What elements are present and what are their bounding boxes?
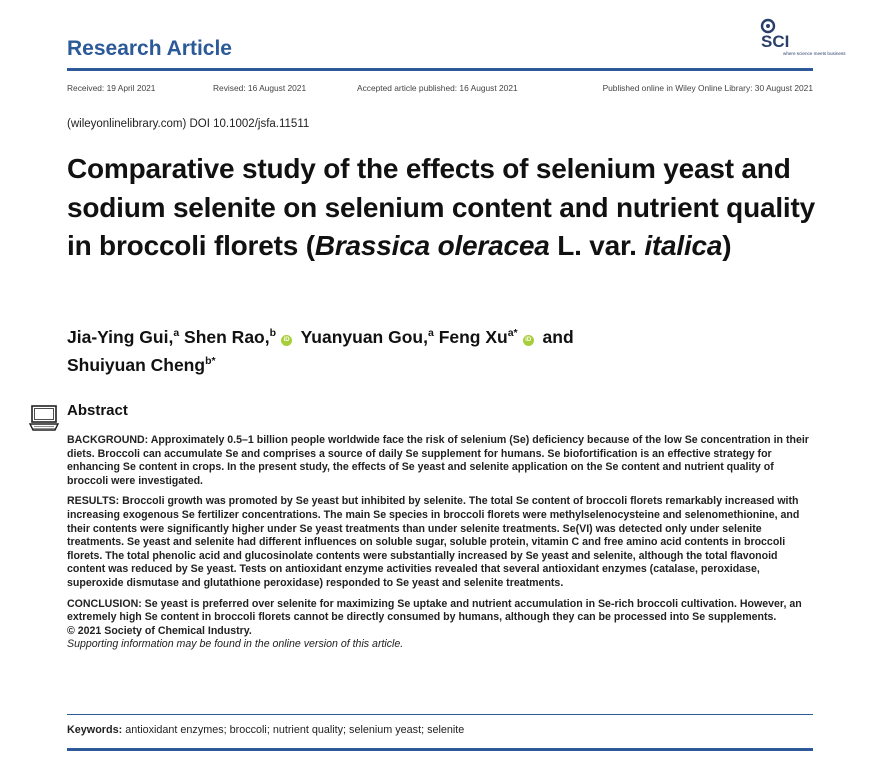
supporting-info-note: Supporting information may be found in the online version of this article. [67,638,404,651]
author-affiliation: a* [507,327,518,340]
received-date: Received: 19 April 2021 [67,83,156,93]
orcid-icon[interactable]: iD [281,335,292,346]
article-type: Research Article [67,37,232,60]
author-name[interactable]: Feng Xu [438,327,508,347]
keywords-label: Keywords: [67,724,123,736]
author-name[interactable]: Jia-Ying Gui, [67,327,174,347]
author-affiliation: a [427,327,434,340]
abstract-background: BACKGROUND: Approximately 0.5–1 billion people worldwide face the risk of selenium (Se) deficiency because of the low Se concentration in their diets. Broccoli can accumulate Se and comprises a source of daily Se supplement for humans. Se biofortification is an effective strategy for enhancing Se content in crops. In the present study, the effects of Se yeast and selenite application on the Se content and nutrient quality of broccoli were investigated. [67,434,809,487]
author-name[interactable]: Shen Rao, [184,327,270,347]
keywords-bottom-rule [67,748,813,751]
author-list [67,323,807,379]
orcid-icon[interactable]: iD [523,335,534,346]
keywords-text: antioxidant enzymes; broccoli; nutrient quality; selenium yeast; selenite [125,724,465,736]
published-date: Published online in Wiley Online Library: 30 August 2021 [602,83,813,93]
article-title: Comparative study of the effects of selenium yeast and sodium selenite on selenium content and nutrient quality in broccoli florets (Brassica oleracea L. var. italica) [67,153,815,261]
doi-line[interactable]: (wileyonlinelibrary.com) DOI 10.1002/jsfa.11511 [67,118,310,130]
copyright-line: © 2021 Society of Chemical Industry. [67,624,252,637]
author-affiliation: b* [205,355,216,368]
abstract-heading: Abstract [67,402,128,419]
accepted-date: Accepted article published: 16 August 2021 [357,83,518,93]
revised-date: Revised: 16 August 2021 [213,83,307,93]
logo-text: SCI [761,32,790,51]
abstract-results: RESULTS: Broccoli growth was promoted by Se yeast but inhibited by selenite. The total Se content of broccoli florets remarkably increased with increasing exogenous Se fertilizer concentrations. The main Se species in broccoli florets were methylselenocysteine and selenomethionine, and their contents were significantly higher under Se yeast treatments than under selenite treatments. Se(VI) was detected only under selenite treatments. Se yeast and selenite had different influences on soluble sugar, soluble protein, vitamin C and free amino acid contents in broccoli florets. The total phenolic acid and glucosinolate contents were substantially increased by Se yeast and selenite, although the total flavonoid content was reduced by Se yeast. Tests on antioxidant enzyme activities revealed that several antioxidant enzymes (catalase, peroxidase, superoxide dismutase and glutathione peroxidase) responded to Se yeast and selenite treatments. [67,495,800,589]
keywords-line [67,724,464,736]
logo-tagline: where science meets business [783,51,846,56]
author-name[interactable]: Yuanyuan Gou, [300,327,428,347]
abstract-conclusion: CONCLUSION: Se yeast is preferred over selenite for maximizing Se uptake and nutrient accumulation in Se-rich broccoli cultivation. However, an extremely high Se content in broccoli florets cannot be directly consumed by humans, although they can be processed into Se supplements. [67,597,802,624]
abstract-body [67,434,814,652]
header-rule [67,68,813,71]
author-conjunction: and [542,327,574,347]
author-affiliation: b [269,327,277,340]
keywords-top-rule [67,714,813,715]
author-affiliation: a [173,327,180,340]
author-name[interactable]: Shuiyuan Cheng [67,355,206,375]
computer-icon [28,402,60,434]
sci-logo [758,16,846,64]
